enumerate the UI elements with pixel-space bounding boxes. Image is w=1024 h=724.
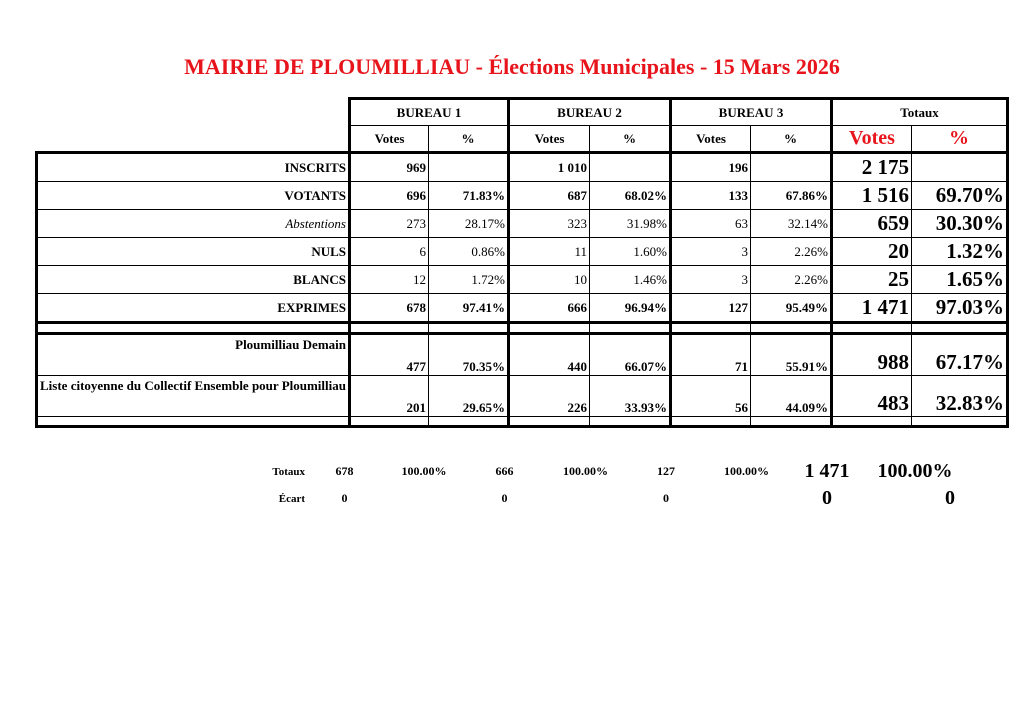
pct-value: 97.03% <box>912 294 1008 323</box>
votes-value: 483 <box>832 376 912 417</box>
votes-value: 196 <box>671 153 751 182</box>
spacer-cell <box>590 417 671 427</box>
row-blancs <box>37 266 1008 294</box>
votes-header: Votes <box>832 126 912 153</box>
pct-value: 32.83% <box>912 376 1008 417</box>
pct-value: 1.60% <box>590 238 671 266</box>
footer-value: 1 471 <box>804 460 850 482</box>
pct-value: 2.26% <box>751 238 832 266</box>
pct-value: 95.49% <box>751 294 832 323</box>
pct-value: 1.72% <box>429 266 509 294</box>
row-votants <box>37 182 1008 210</box>
votes-value: 201 <box>350 376 429 417</box>
spacer-cell <box>671 417 751 427</box>
spacer-cell <box>671 323 751 334</box>
votes-value: 273 <box>350 210 429 238</box>
votes-value: 969 <box>350 153 429 182</box>
footer-value: 100.00% <box>563 464 608 478</box>
pct-value: 30.30% <box>912 210 1008 238</box>
footer-value: 678 <box>335 464 354 478</box>
pct-value: 1.46% <box>590 266 671 294</box>
pct-value: 29.65% <box>429 376 509 417</box>
pct-header: % <box>912 126 1008 153</box>
pct-header: % <box>590 126 671 153</box>
votes-value: 71 <box>671 334 751 376</box>
votes-value: 2 175 <box>832 153 912 182</box>
footer-value: 666 <box>495 464 514 478</box>
votes-value: 6 <box>350 238 429 266</box>
votes-value: 20 <box>832 238 912 266</box>
results-table <box>35 97 1009 428</box>
spacer-cell <box>37 323 350 334</box>
spacer-row <box>37 323 1008 334</box>
pct-value: 71.83% <box>429 182 509 210</box>
row-label: VOTANTS <box>37 182 350 210</box>
list-row <box>37 376 1008 417</box>
spacer-cell <box>832 417 912 427</box>
pct-value: 68.02% <box>590 182 671 210</box>
footer-value: 0 <box>822 487 832 509</box>
pct-value: 1.65% <box>912 266 1008 294</box>
footer-ecart <box>35 485 963 512</box>
votes-header: Votes <box>671 126 751 153</box>
list-name: Ploumilliau Demain <box>37 334 350 376</box>
footer-value <box>545 485 626 512</box>
spacer-cell <box>912 323 1008 334</box>
votes-value: 477 <box>350 334 429 376</box>
footer-totaux <box>35 458 963 485</box>
footer-value: 127 <box>657 464 675 478</box>
pct-value: 67.86% <box>751 182 832 210</box>
footer-value: 100.00% <box>877 460 953 482</box>
pct-value: 69.70% <box>912 182 1008 210</box>
spacer-cell <box>912 417 1008 427</box>
pct-value <box>590 153 671 182</box>
votes-value: 1 516 <box>832 182 912 210</box>
pct-header: % <box>429 126 509 153</box>
footer-label: Totaux <box>272 465 305 478</box>
votes-value: 323 <box>509 210 590 238</box>
row-label: INSCRITS <box>37 153 350 182</box>
votes-value: 659 <box>832 210 912 238</box>
votes-value: 12 <box>350 266 429 294</box>
totals-header: Totaux <box>832 99 1008 126</box>
row-nuls <box>37 238 1008 266</box>
spacer-cell <box>350 323 429 334</box>
row-inscrits <box>37 153 1008 182</box>
votes-value: 988 <box>832 334 912 376</box>
spacer-cell <box>509 323 590 334</box>
votes-header: Votes <box>350 126 429 153</box>
pct-value: 28.17% <box>429 210 509 238</box>
row-label: EXPRIMES <box>37 294 350 323</box>
votes-value: 1 471 <box>832 294 912 323</box>
footer-totals <box>35 458 963 512</box>
bureau-header: BUREAU 1 <box>350 99 509 126</box>
pct-value: 44.09% <box>751 376 832 417</box>
footer-value: 0 <box>945 487 955 509</box>
list-name: Liste citoyenne du Collectif Ensemble pour Ploumilliau <box>37 376 350 417</box>
votes-value: 666 <box>509 294 590 323</box>
votes-value: 3 <box>671 266 751 294</box>
votes-value: 56 <box>671 376 751 417</box>
row-label: BLANCS <box>37 266 350 294</box>
votes-value: 133 <box>671 182 751 210</box>
footer-value: 0 <box>663 491 669 505</box>
votes-value: 11 <box>509 238 590 266</box>
pct-value: 66.07% <box>590 334 671 376</box>
spacer-cell <box>350 417 429 427</box>
header-spacer <box>37 126 350 153</box>
spacer-row <box>37 417 1008 427</box>
footer-label: Écart <box>278 492 305 505</box>
pct-value: 70.35% <box>429 334 509 376</box>
votes-value: 678 <box>350 294 429 323</box>
pct-value: 32.14% <box>751 210 832 238</box>
votes-header: Votes <box>509 126 590 153</box>
header-sub <box>37 126 1008 153</box>
pct-value: 33.93% <box>590 376 671 417</box>
pct-value: 97.41% <box>429 294 509 323</box>
votes-value: 1 010 <box>509 153 590 182</box>
votes-value: 687 <box>509 182 590 210</box>
spacer-cell <box>832 323 912 334</box>
votes-value: 440 <box>509 334 590 376</box>
bureau-header: BUREAU 3 <box>671 99 832 126</box>
spacer-cell <box>37 417 350 427</box>
pct-value <box>751 153 832 182</box>
footer-value: 0 <box>341 491 348 505</box>
votes-value: 696 <box>350 182 429 210</box>
pct-value: 55.91% <box>751 334 832 376</box>
row-abstentions <box>37 210 1008 238</box>
votes-value: 226 <box>509 376 590 417</box>
pct-value: 96.94% <box>590 294 671 323</box>
votes-value: 10 <box>509 266 590 294</box>
votes-value: 25 <box>832 266 912 294</box>
pct-value: 1.32% <box>912 238 1008 266</box>
page-title: MAIRIE DE PLOUMILLIAU - Élections Municipales - 15 Mars 2026 <box>184 54 840 79</box>
row-label: Abstentions <box>37 210 350 238</box>
pct-value: 0.86% <box>429 238 509 266</box>
footer-value: 100.00% <box>724 464 769 478</box>
spacer-cell <box>429 417 509 427</box>
votes-value: 127 <box>671 294 751 323</box>
votes-value: 3 <box>671 238 751 266</box>
footer-value: 100.00% <box>401 464 447 478</box>
spacer-cell <box>509 417 590 427</box>
spacer-cell <box>751 323 832 334</box>
row-label: NULS <box>37 238 350 266</box>
spacer-cell <box>590 323 671 334</box>
footer-value: 0 <box>501 491 508 505</box>
pct-value: 67.17% <box>912 334 1008 376</box>
row-exprimes <box>37 294 1008 323</box>
footer-value <box>384 485 464 512</box>
header-spacer <box>37 99 350 126</box>
list-row <box>37 334 1008 376</box>
bureau-header: BUREAU 2 <box>509 99 671 126</box>
spacer-cell <box>429 323 509 334</box>
pct-value <box>912 153 1008 182</box>
footer-value <box>706 485 787 512</box>
pct-header: % <box>751 126 832 153</box>
header-bureaus <box>37 99 1008 126</box>
pct-value <box>429 153 509 182</box>
spacer-cell <box>751 417 832 427</box>
pct-value: 31.98% <box>590 210 671 238</box>
votes-value: 63 <box>671 210 751 238</box>
pct-value: 2.26% <box>751 266 832 294</box>
